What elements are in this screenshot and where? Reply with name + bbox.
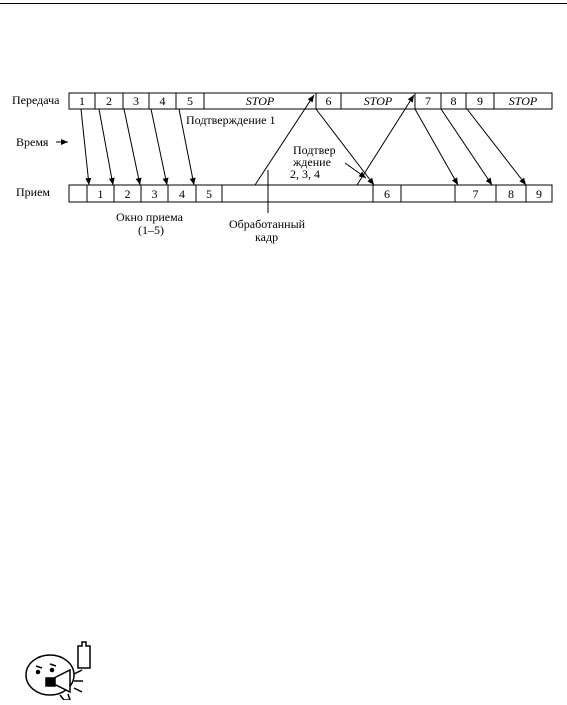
transmit-cell bbox=[441, 93, 466, 109]
receive-cell bbox=[526, 185, 552, 202]
frame-1-arrow bbox=[81, 109, 89, 185]
ack-234-label-line1: Подтвер bbox=[293, 143, 336, 157]
transmit-cell bbox=[341, 93, 415, 109]
frame-3-arrow bbox=[124, 109, 140, 185]
transmit-cell-label: 3 bbox=[133, 94, 139, 108]
transmit-cell-label: 9 bbox=[477, 94, 483, 108]
receive-cell-label: 2 bbox=[124, 187, 131, 201]
mascot-illustration bbox=[20, 640, 100, 700]
ack-234-label-line3: 2, 3, 4 bbox=[290, 167, 320, 181]
receive-cell-box bbox=[222, 185, 373, 202]
processed-frame-label-line2: кадр bbox=[255, 230, 279, 244]
ack-234-label-line2: ждение bbox=[293, 155, 331, 169]
transmit-cell bbox=[415, 93, 441, 109]
transmit-cell bbox=[176, 93, 204, 109]
transmit-row-label: Передача bbox=[12, 93, 60, 107]
receive-cell bbox=[373, 185, 401, 202]
receive-cell bbox=[401, 185, 455, 202]
transmit-cell bbox=[69, 93, 95, 109]
transmit-cell-label: 1 bbox=[79, 94, 85, 108]
frame-9-arrow bbox=[467, 109, 526, 185]
receive-cell-box bbox=[401, 185, 455, 202]
transmit-cell-label: STOP bbox=[508, 94, 538, 108]
transmit-cell-label: 4 bbox=[159, 94, 166, 108]
receive-cell bbox=[455, 185, 496, 202]
receive-cell bbox=[168, 185, 196, 202]
receive-cell bbox=[69, 185, 87, 202]
transmit-cell-label: STOP bbox=[245, 94, 275, 108]
receive-cell bbox=[222, 185, 373, 202]
transmit-cell bbox=[149, 93, 176, 109]
transmit-cell bbox=[95, 93, 123, 109]
transmit-cell-label: 6 bbox=[325, 94, 332, 108]
receive-cell-label: 4 bbox=[179, 187, 185, 201]
receive-cell bbox=[114, 185, 141, 202]
ack-1-label: Подтверждение 1 bbox=[186, 113, 276, 127]
receive-row-label: Прием bbox=[16, 185, 51, 199]
processed-frame-label-line1: Обработанный bbox=[229, 217, 306, 231]
receive-cell-label: 7 bbox=[472, 187, 479, 201]
receive-window-label-line1: Окно приема bbox=[116, 210, 183, 224]
receive-cell-box bbox=[69, 185, 87, 202]
transmit-cell bbox=[316, 93, 341, 109]
transmit-cell-label: 8 bbox=[450, 94, 457, 108]
megaphone-handle bbox=[46, 678, 55, 686]
transmit-cell-label: 7 bbox=[425, 94, 431, 108]
receive-frame-row bbox=[69, 185, 552, 202]
receive-cell-label: 5 bbox=[206, 187, 212, 201]
frame-8-arrow bbox=[441, 109, 492, 185]
transmit-cell bbox=[494, 93, 552, 109]
transmit-cell-label: STOP bbox=[363, 94, 393, 108]
transmit-cell-label: 5 bbox=[187, 94, 193, 108]
frame-4-arrow bbox=[151, 109, 167, 185]
frame-7-arrow bbox=[415, 109, 458, 185]
receive-window-label-line2: (1–5) bbox=[138, 223, 164, 237]
time-label: Время bbox=[16, 135, 49, 149]
transmit-cell-label: 2 bbox=[106, 94, 112, 108]
receive-cell bbox=[196, 185, 222, 202]
transmit-cell bbox=[123, 93, 149, 109]
receive-cell bbox=[141, 185, 168, 202]
mascot-hand-icon bbox=[78, 642, 90, 668]
receive-cell-label: 3 bbox=[151, 187, 158, 201]
receive-cell-label: 8 bbox=[508, 187, 514, 201]
transmit-cell bbox=[204, 93, 316, 109]
receive-cell-label: 1 bbox=[97, 187, 104, 201]
receive-cell bbox=[496, 185, 526, 202]
receive-cell-label: 6 bbox=[384, 187, 390, 201]
frame-2-arrow bbox=[99, 109, 113, 185]
receive-cell-label: 9 bbox=[536, 187, 542, 201]
receive-cell bbox=[87, 185, 114, 202]
transmit-cell bbox=[466, 93, 494, 109]
